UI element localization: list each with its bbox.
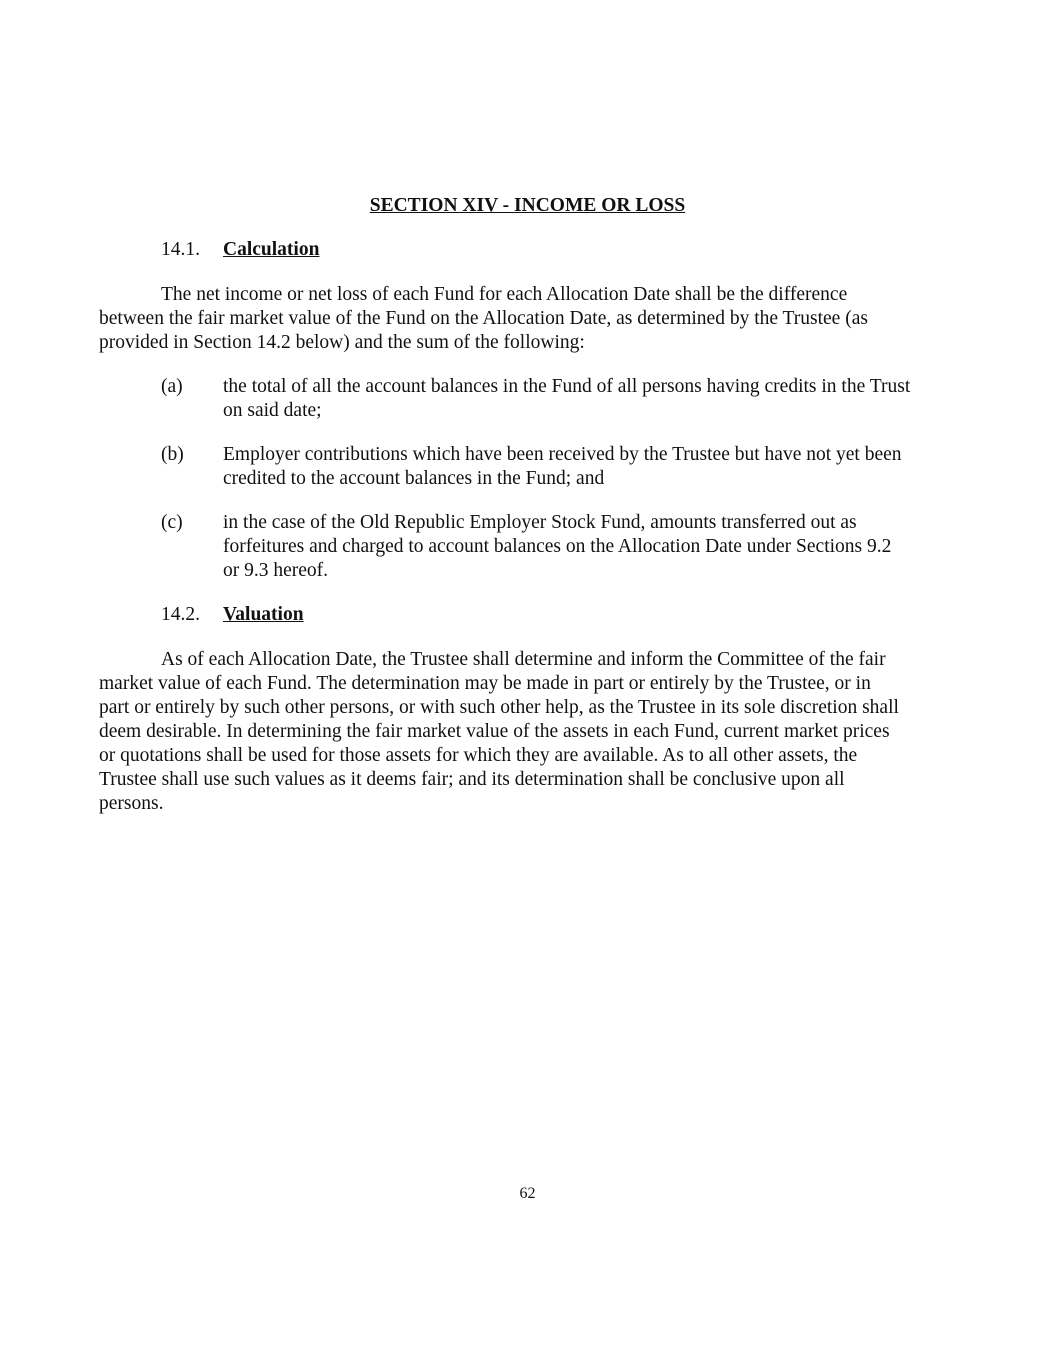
paragraph-line: between the fair market value of the Fund on the Allocation Date, as determined by the Trustee (as <box>99 308 868 329</box>
subsection-heading-valuation <box>161 603 304 627</box>
paragraph-line: or quotations shall be used for those assets for which they are available. As to all other assets, the <box>99 745 858 766</box>
paragraph-line: provided in Section 14.2 below) and the sum of the following: <box>99 332 585 353</box>
valuation-paragraph <box>99 648 959 816</box>
paragraph-line: Trustee shall use such values as it deems fair; and its determination shall be conclusive upon all <box>99 769 845 790</box>
list-item-text <box>223 375 963 423</box>
list-item-line: forfeitures and charged to account balances on the Allocation Date under Sections 9.2 <box>223 536 892 557</box>
paragraph-line: market value of each Fund. The determination may be made in part or entirely by the Trustee, or in <box>99 673 871 694</box>
list-item-text <box>223 511 963 583</box>
list-item-line: or 9.3 hereof. <box>223 560 329 581</box>
subsection-title: Valuation <box>223 604 304 625</box>
list-item-text <box>223 443 963 491</box>
paragraph-line: part or entirely by such other persons, or with such other help, as the Trustee in its sole discretion shall <box>99 697 899 718</box>
paragraph-line: deem desirable. In determining the fair market value of the assets in each Fund, current market prices <box>99 721 890 742</box>
list-item-label: (a) <box>161 376 183 397</box>
section-title: SECTION XIV - INCOME OR LOSS <box>369 195 686 216</box>
list-item-line: the total of all the account balances in the Fund of all persons having credits in the Trust <box>223 376 911 397</box>
list-item-label: (b) <box>161 444 184 465</box>
list-item-line: credited to the account balances in the Fund; and <box>223 468 605 489</box>
subsection-title: Calculation <box>223 239 320 260</box>
list-item-line: on said date; <box>223 400 322 421</box>
subsection-number: 14.1. <box>161 239 200 260</box>
calculation-paragraph <box>99 283 959 355</box>
list-item-line: in the case of the Old Republic Employer Stock Fund, amounts transferred out as <box>223 512 857 533</box>
page-number: 62 <box>519 1185 536 1202</box>
paragraph-line: The net income or net loss of each Fund for each Allocation Date shall be the difference <box>161 284 848 305</box>
paragraph-line: persons. <box>99 793 164 814</box>
paragraph-line: As of each Allocation Date, the Trustee shall determine and inform the Committee of the fair <box>161 649 886 670</box>
list-item-line: Employer contributions which have been received by the Trustee but have not yet been <box>223 444 902 465</box>
subsection-number: 14.2. <box>161 604 200 625</box>
list-item-label: (c) <box>161 512 183 533</box>
subsection-heading-calculation <box>161 238 319 262</box>
